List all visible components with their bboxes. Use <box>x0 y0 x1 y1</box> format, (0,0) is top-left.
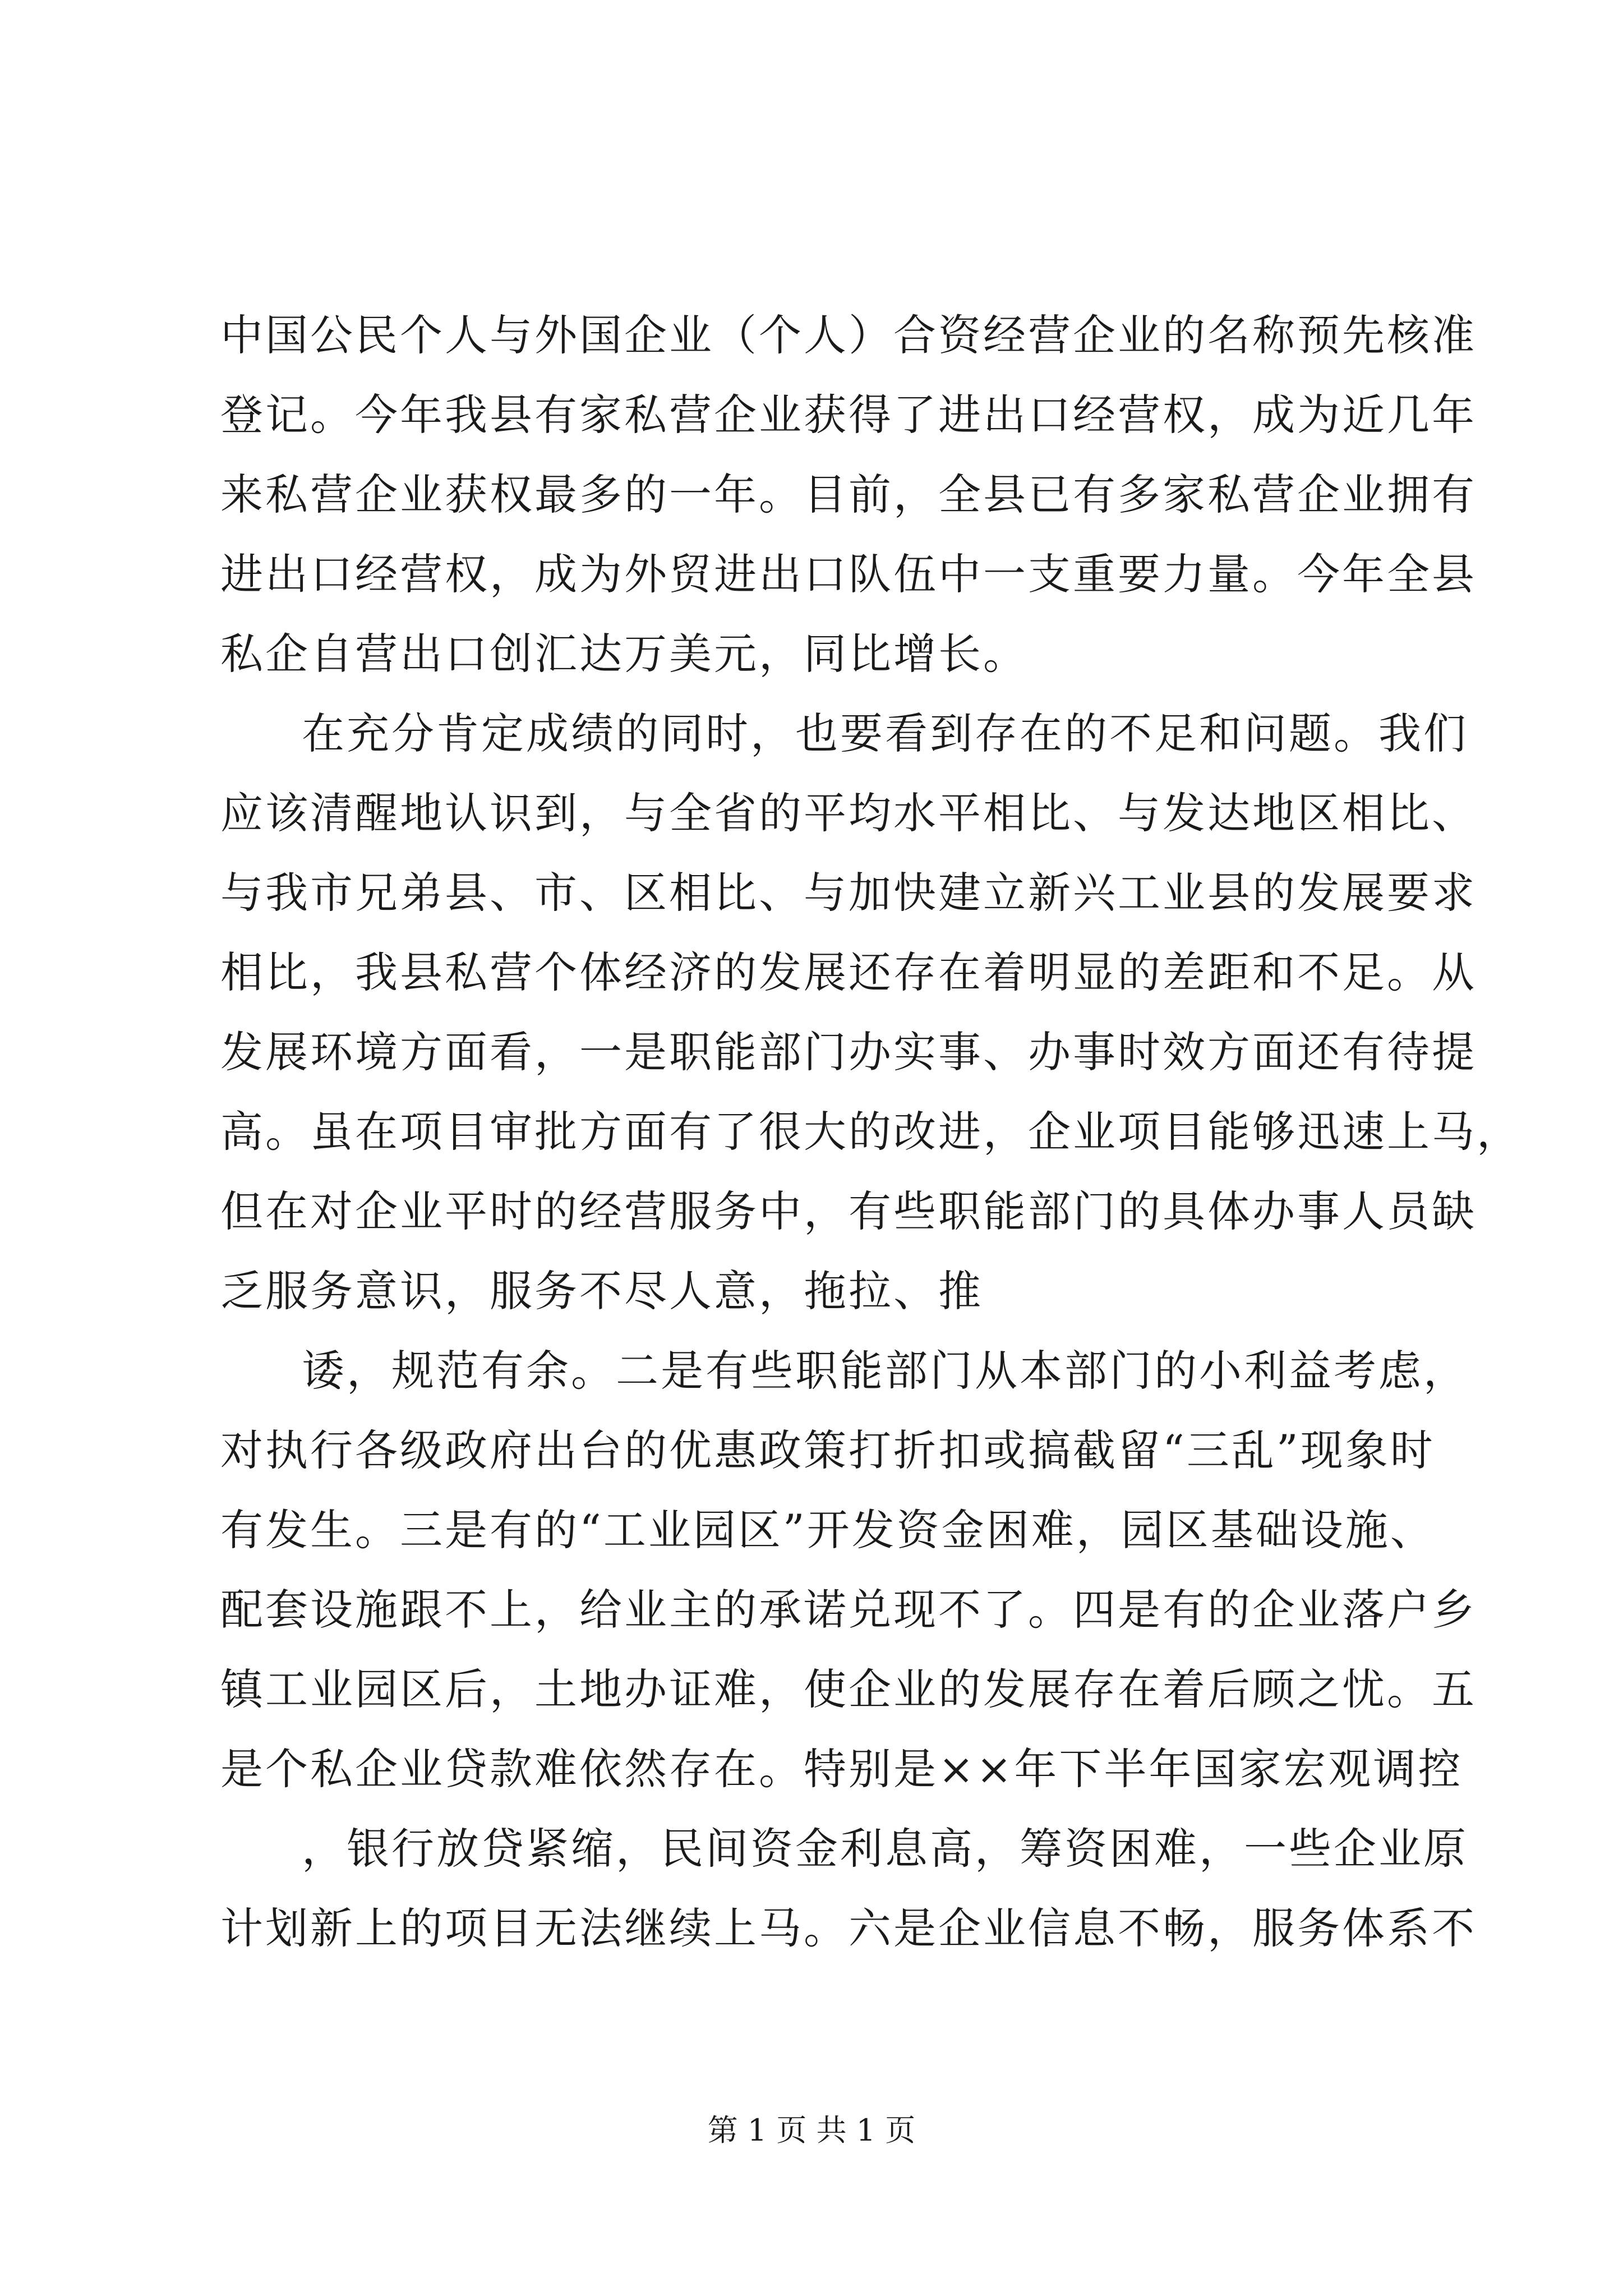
text-line: 中国公民个人与外国企业（个人）合资经营企业的名称预先核准 <box>220 310 1477 360</box>
page-number-footer: 第 1 页 共 1 页 <box>707 2113 916 2148</box>
text-line: 高。虽在项目审批方面有了很大的改进，企业项目能够迅速上马， <box>220 1107 1521 1157</box>
text-line: 是个私企业贷款难依然存在。特别是××年下半年国家宏观调控 <box>220 1744 1463 1794</box>
text-line: 计划新上的项目无法继续上马。六是企业信息不畅，服务体系不 <box>220 1903 1477 1953</box>
paragraph-first-line: 诿，规范有余。二是有些职能部门从本部门的小利益考虑， <box>302 1346 1468 1396</box>
text-line: 配套设施跟不上，给业主的承诺兑现不了。四是有的企业落户乡 <box>220 1585 1477 1635</box>
text-line: 登记。今年我县有家私营企业获得了进出口经营权，成为近几年 <box>220 390 1477 440</box>
text-line: 有发生。三是有的“工业园区”开发资金困难，园区基础设施、 <box>220 1505 1435 1555</box>
text-line: 与我市兄弟县、市、区相比、与加快建立新兴工业县的发展要求 <box>220 868 1477 918</box>
text-line: 私企自营出口创汇达万美元，同比增长。 <box>220 629 1028 679</box>
paragraph-first-line: ，银行放贷紧缩，民间资金利息高，筹资困难，一些企业原 <box>302 1824 1468 1874</box>
text-line: 相比，我县私营个体经济的发展还存在着明显的差距和不足。从 <box>220 947 1477 997</box>
text-line: 应该清醒地认识到，与全省的平均水平相比、与发达地区相比、 <box>220 788 1477 838</box>
text-line: 来私营企业获权最多的一年。目前，全县已有多家私营企业拥有 <box>220 470 1477 519</box>
paragraph-first-line: 在充分肯定成绩的同时，也要看到存在的不足和问题。我们 <box>302 708 1468 758</box>
text-line: 但在对企业平时的经营服务中，有些职能部门的具体办事人员缺 <box>220 1186 1477 1236</box>
text-line: 镇工业园区后，土地办证难，使企业的发展存在着后顾之忧。五 <box>220 1664 1477 1714</box>
text-line: 乏服务意识，服务不尽人意，拖拉、推 <box>220 1266 983 1316</box>
text-line: 发展环境方面看，一是职能部门办实事、办事时效方面还有待提 <box>220 1027 1477 1077</box>
text-line: 进出口经营权，成为外贸进出口队伍中一支重要力量。今年全县 <box>220 549 1477 599</box>
text-line: 对执行各级政府出台的优惠政策打折扣或搞截留“三乱”现象时 <box>220 1425 1435 1475</box>
